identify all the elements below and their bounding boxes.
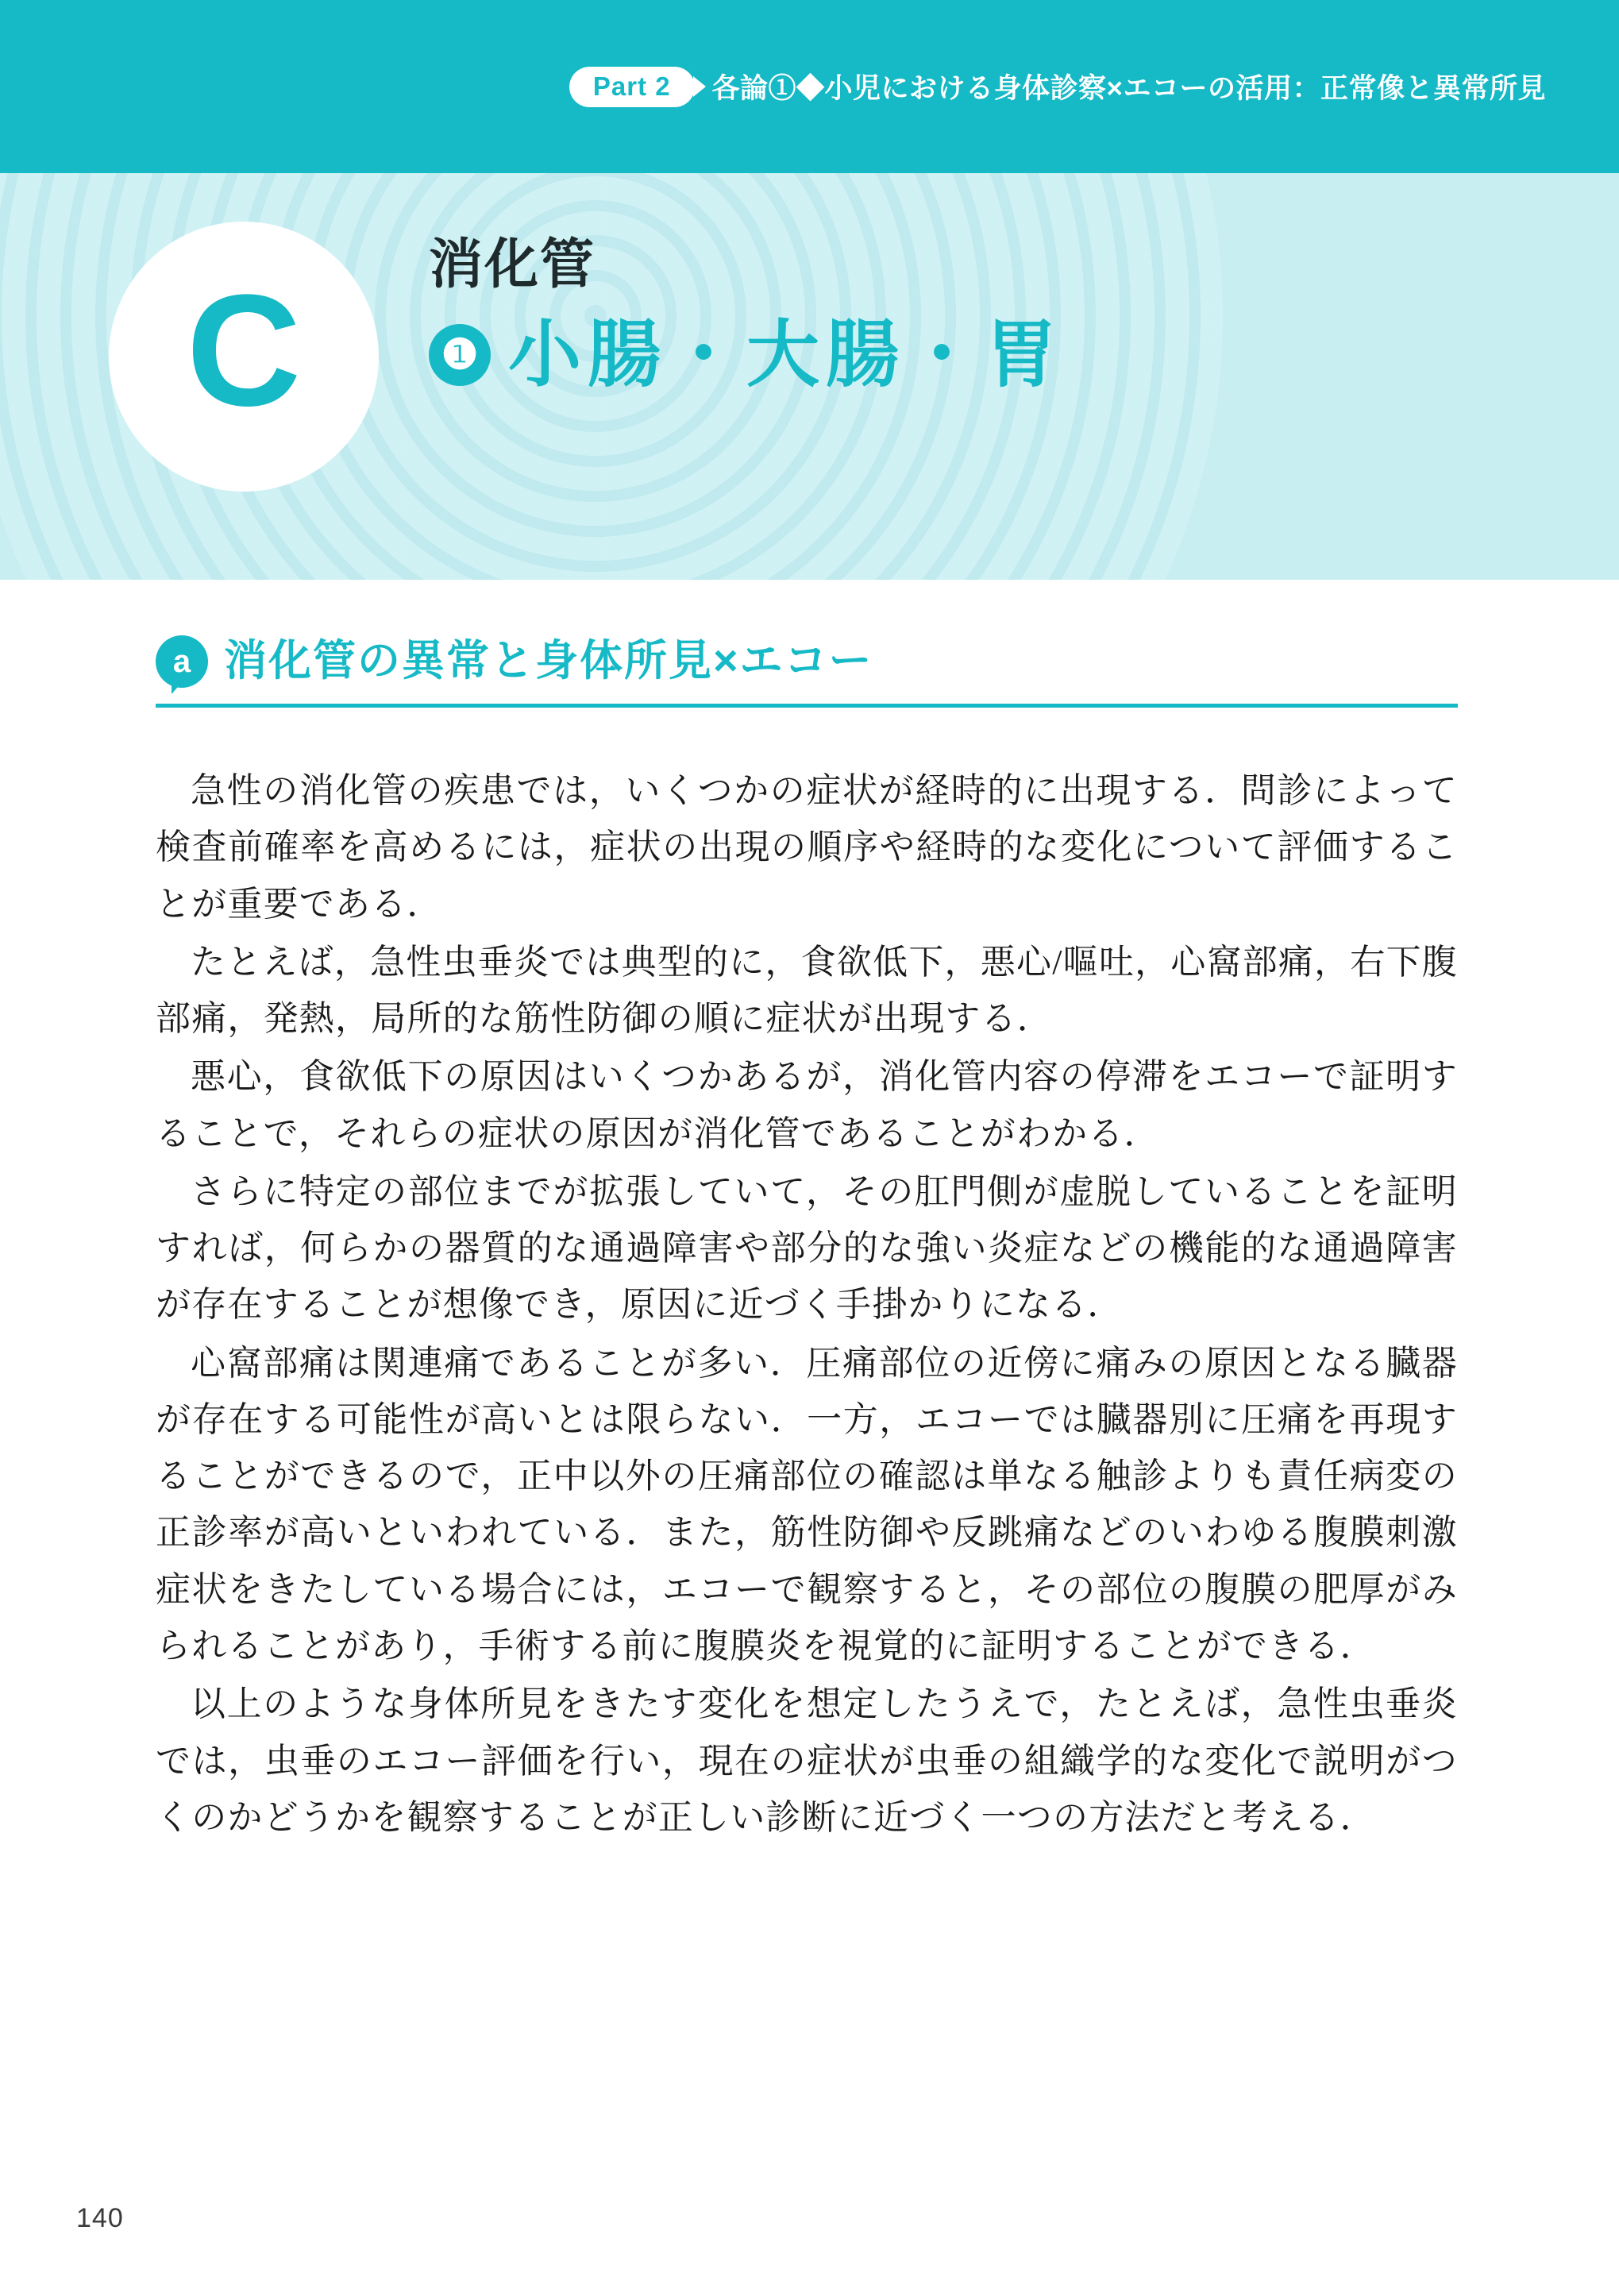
section-heading-block [156, 635, 1458, 708]
section-badge: a [156, 635, 208, 688]
chapter-kicker: 消化管 [429, 234, 596, 295]
chapter-hero [0, 173, 1619, 580]
chapter-title: 小腸・大腸・胃 [508, 314, 1065, 396]
page-number: 140 [76, 2203, 124, 2233]
part-badge: Part 2 [569, 67, 695, 107]
chapter-number-badge: ❶ [429, 324, 491, 386]
chapter-titles [429, 235, 1064, 396]
chapter-main-title-row [429, 315, 1064, 396]
section-title: 消化管の異常と身体所見×エコー [224, 637, 873, 685]
section-divider [156, 704, 1458, 708]
running-head-inner [569, 67, 1546, 107]
paragraph: 急性の消化管の疾患では，いくつかの症状が経時的に出現する．問診によって検査前確率を高めるには，症状の出現の順序や経時的な変化について評価することが重要である． [156, 771, 1458, 924]
running-head [0, 0, 1619, 173]
paragraph: 悪心，食欲低下の原因はいくつかあるが，消化管内容の停滞をエコーで証明することで，それらの症状の原因が消化管であることがわかる． [156, 1057, 1458, 1153]
body-copy [156, 762, 1458, 1847]
running-head-title: 各論①◆小児における身体診察×エコーの活用：正常像と異常所見 [711, 73, 1546, 104]
chapter-letter-badge [109, 222, 379, 492]
paragraph: たとえば，急性虫垂炎では典型的に，食欲低下，悪心/嘔吐，心窩部痛，右下腹部痛，発熱，局所的な筋性防御の順に症状が出現する． [156, 942, 1458, 1039]
paragraph: 以上のような身体所見をきたす変化を想定したうえで，たとえば，急性虫垂炎では，虫垂のエコー評価を行い，現在の症状が虫垂の組織学的な変化で説明がつくのかどうかを観察することが正しい診断に近づく一つの方法だと考える． [156, 1684, 1458, 1837]
chapter-letter: C [186, 262, 302, 439]
paragraph: さらに特定の部位までが拡張していて，その肛門側が虚脱していることを証明すれば，何らかの器質的な通過障害や部分的な強い炎症などの機能的な通過障害が存在することが想像でき，原因に近づく手掛かりになる． [156, 1171, 1458, 1325]
paragraph: 心窩部痛は関連痛であることが多い．圧痛部位の近傍に痛みの原因となる臓器が存在する可能性が高いとは限らない．一方，エコーでは臓器別に圧痛を再現することができるので，正中以外の圧痛部位の確認は単なる触診よりも責任病変の正診率が高いといわれている．また，筋性防御や反跳痛などのいわゆる腹膜刺激症状をきたしている場合には，エコーで観察すると，その部位の腹膜の肥厚がみられることがあり，手術する前に腹膜炎を視覚的に証明することができる． [156, 1343, 1458, 1665]
section-head [156, 635, 1458, 700]
